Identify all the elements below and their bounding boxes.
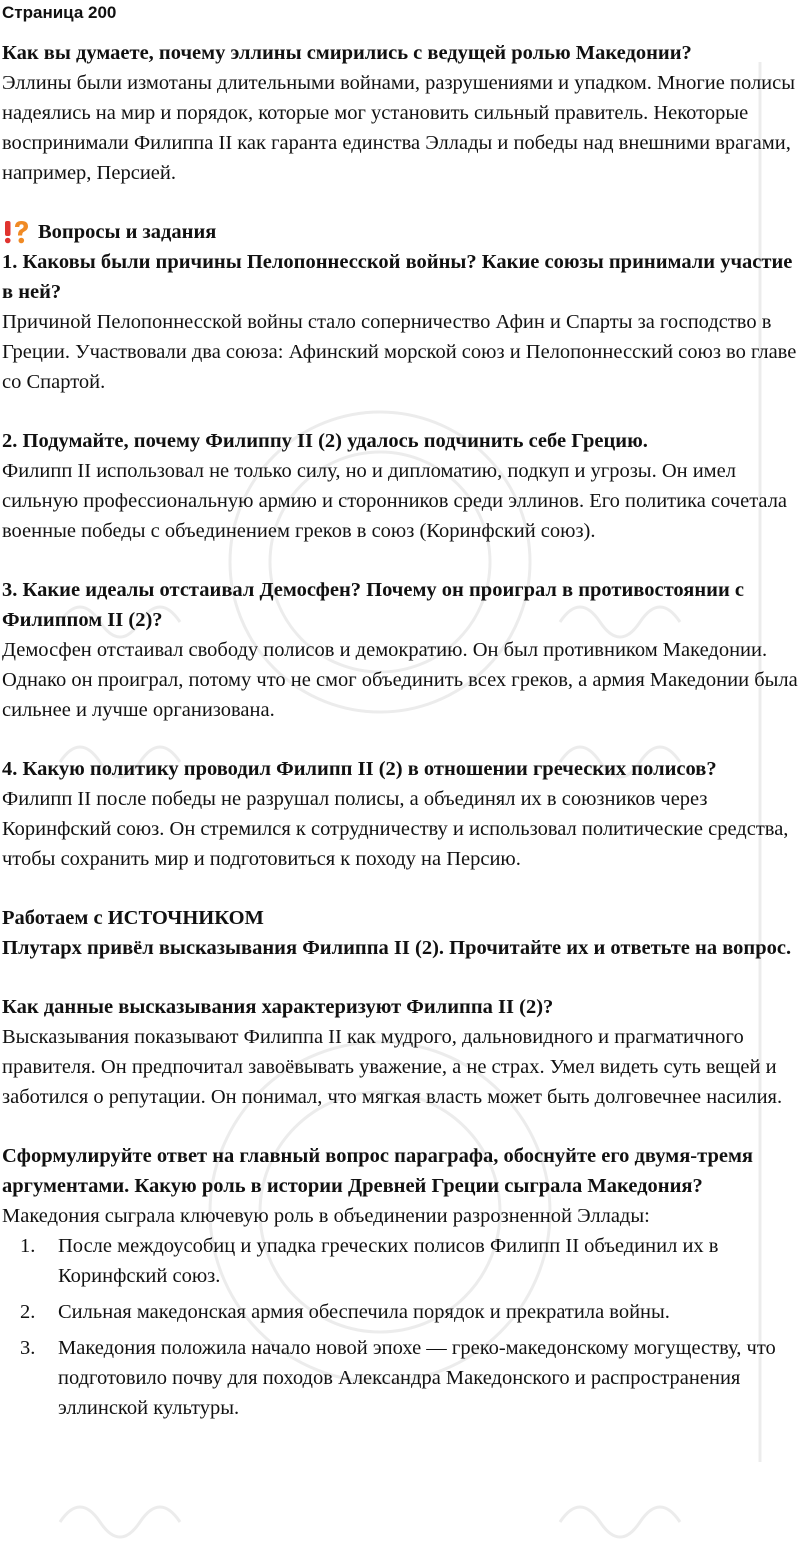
list-item-number: 2.	[20, 1301, 36, 1323]
exclamation-question-icon	[2, 220, 32, 244]
page-title: Страница 200	[2, 3, 117, 22]
answer-3: Демосфен отстаивал свободу полисов и демократию. Он был противником Македонии. Однако он проиграл, потому что не смог объединить всех греков, а армия Македонии была сильнее и лучше организована.	[2, 639, 798, 721]
final-list	[2, 1231, 798, 1423]
list-item-text: После междоусобиц и упадка греческих полисов Филипп II объединил их в Коринфский союз.	[58, 1235, 719, 1287]
intro-answer: Эллины были измотаны длительными войнами, разрушениями и упадком. Многие полисы надеялись на мир и порядок, которые мог установить сильный правитель. Некоторые воспринимали Филиппа II как гаранта единства Эллады и победы над внешними врагами, например, Персией.	[2, 72, 796, 184]
list-item	[2, 1297, 798, 1327]
source-heading: Работаем с ИСТОЧНИКОМ	[2, 907, 264, 929]
spacer	[2, 188, 798, 217]
spacer	[2, 874, 798, 903]
question-1: 1. Каковы были причины Пелопоннесской войны? Какие союзы принимали участие в ней?	[2, 251, 793, 303]
answer-2: Филипп II использовал не только силу, но и дипломатию, подкуп и угрозы. Он имел сильную профессиональную армию и сторонников среди эллинов. Его политика сочетала военные победы с объединением греков в союз (Коринфский союз).	[2, 460, 788, 542]
final-question: Сформулируйте ответ на главный вопрос параграфа, обоснуйте его двумя-тремя аргументами. Какую роль в истории Древней Греции сыграла Македония?	[2, 1145, 753, 1197]
source-answer: Высказывания показывают Филиппа II как мудрого, дальновидного и прагматичного правителя. Он предпочитал завоёвывать уважение, а не страх. Умел видеть суть вещей и заботился о репутации. Он понимал, что мягкая власть может быть долговечнее насилия.	[2, 1026, 783, 1108]
list-item-number: 1.	[20, 1235, 36, 1257]
source-question: Как данные высказывания характеризуют Филиппа II (2)?	[2, 996, 554, 1018]
list-item-text: Сильная македонская армия обеспечила порядок и прекратила войны.	[58, 1301, 670, 1323]
final-lead: Македония сыграла ключевую роль в объединении разрозненной Эллады:	[2, 1205, 650, 1227]
spacer	[2, 546, 798, 575]
question-2: 2. Подумайте, почему Филиппу II (2) удалось подчинить себе Грецию.	[2, 430, 648, 452]
section-title: Вопросы и задания	[38, 221, 217, 243]
page	[0, 2, 800, 1567]
list-item	[2, 1231, 798, 1291]
list-item-text: Македония положила начало новой эпохе — греко-македонскому могуществу, что подготовило почву для походов Александра Македонского и распространения эллинской культуры.	[58, 1337, 776, 1419]
section-heading	[2, 217, 798, 247]
answer-1: Причиной Пелопоннесской войны стало соперничество Афин и Спарты за господство в Греции. Участвовали два союза: Афинский морской союз и Пелопоннесский союз во главе со Спартой.	[2, 311, 797, 393]
spacer	[2, 1112, 798, 1141]
spacer	[2, 963, 798, 992]
answer-4: Филипп II после победы не разрушал полисы, а объединял их в союзников через Коринфский союз. Он стремился к сотрудничеству и использовал политические средства, чтобы сохранить мир и подготовиться к походу на Персию.	[2, 788, 789, 870]
list-item-number: 3.	[20, 1337, 36, 1359]
spacer	[2, 397, 798, 426]
question-3: 3. Какие идеалы отстаивал Демосфен? Почему он проиграл в противостоянии с Филиппом II (2)?	[2, 579, 744, 631]
source-task: Плутарх привёл высказывания Филиппа II (2). Прочитайте их и ответьте на вопрос.	[2, 937, 792, 959]
content	[2, 2, 798, 1423]
list-item	[2, 1333, 798, 1423]
question-4: 4. Какую политику проводил Филипп II (2) в отношении греческих полисов?	[2, 758, 717, 780]
spacer	[2, 725, 798, 754]
intro-question: Как вы думаете, почему эллины смирились с ведущей ролью Македонии?	[2, 42, 692, 64]
